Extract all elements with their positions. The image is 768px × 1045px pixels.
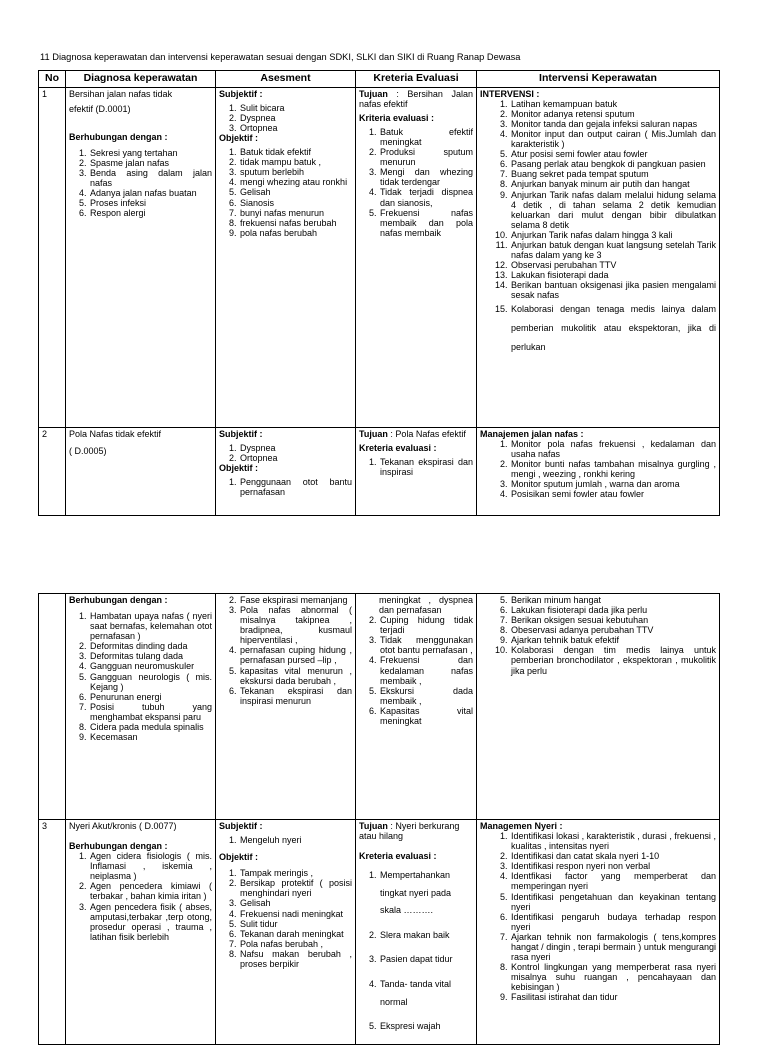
tujuan-label: Tujuan — [359, 428, 388, 439]
list-item: 6. Sianosis — [239, 198, 352, 208]
row-number — [39, 594, 66, 820]
list-item: 5. Atur posisi semi fowler atau fowler — [510, 149, 716, 159]
list-item: 11. Anjurkan batuk dengan kuat langsung setelah Tarik nafas dalam yang ke 3 — [510, 240, 716, 260]
table-row — [39, 594, 720, 820]
related-label: Berhubungan dengan : — [69, 841, 168, 852]
row-number: 2 — [39, 427, 66, 515]
list-item: 2. Deformitas dinding dada — [89, 641, 212, 651]
diagnosa-title: Pola Nafas tidak efektif — [69, 428, 162, 439]
objective-list — [219, 595, 352, 706]
list-item: 9. pola nafas berubah — [239, 228, 352, 238]
tujuan-text: : Pola Nafas efektif — [387, 428, 466, 439]
objective-list — [219, 868, 352, 969]
list-item: 5. Gelisah — [239, 187, 352, 197]
kriteria-cell — [356, 820, 477, 1045]
intervention-label: INTERVENSI : — [480, 88, 540, 99]
diagnosa-cell — [66, 594, 216, 820]
list-item: 4. Identfikasi factor yang memperberat dan memperingan nyeri — [510, 871, 716, 891]
related-label: Berhubungan dengan : — [69, 595, 168, 605]
list-item: 3. Pasien dapat tidur — [379, 951, 473, 969]
criteria-list — [359, 127, 473, 238]
list-item: 5. Frekuensi nafas membaik dan pola nafas membaik — [379, 208, 473, 238]
subjective-label: Subjektif : — [219, 88, 263, 99]
list-item: 1. Tampak meringis , — [239, 868, 352, 878]
list-item: 1. Mengeluh nyeri — [239, 835, 352, 845]
list-item: 1. Dyspnea — [239, 443, 352, 453]
intervention-label: Managemen Nyeri : — [480, 821, 563, 831]
list-item: 1. Mempertahankan tingkat nyeri pada skala ………. — [379, 867, 473, 920]
list-item: 9. Ajarkan tehnik batuk efektif — [510, 635, 716, 645]
related-list — [69, 611, 212, 742]
list-item: 1. Agen cidera fisiologis ( mis. Inflamasi , iskemia , neiplasma ) — [89, 851, 212, 881]
list-item: 12. Observasi perubahan TTV — [510, 260, 716, 270]
table-row — [39, 427, 720, 515]
header-asesment: Asesment — [216, 71, 356, 88]
list-item: 1. Sekresi yang tertahan — [89, 148, 212, 158]
list-item: 2. Cuping hidung tidak terjadi — [379, 615, 473, 635]
list-item: 3. Gelisah — [239, 898, 352, 908]
asesment-cell — [216, 820, 356, 1045]
related-list — [69, 851, 212, 942]
list-item: 1. Batuk tidak efektif — [239, 147, 352, 157]
list-item: 5. Ekspresi wajah — [379, 1018, 473, 1036]
list-item: 4. Posisikan semi fowler atau fowler — [510, 489, 716, 499]
tujuan-label: Tujuan — [359, 821, 388, 831]
criteria-list — [359, 457, 473, 477]
list-item: 1. Sulit bicara — [239, 103, 352, 113]
intervensi-cell — [477, 427, 720, 515]
intervention-list — [480, 439, 716, 499]
diagnosis-table-part-2 — [38, 593, 720, 1045]
list-item: 10. Kolaborasi dengan tim medis lainya untuk pemberian bronchodilator , ekspektoran , mukolitik jika perlu — [510, 645, 716, 675]
list-item: 5. Sulit tidur — [239, 919, 352, 929]
list-item: 6. Pasang perlak atau bengkok di pangkuan pasien — [510, 159, 716, 169]
list-item: 6. Penurunan energi — [89, 692, 212, 702]
list-item: 7. Pola nafas berubah , — [239, 939, 352, 949]
list-item: 3. Deformitas tulang dada — [89, 651, 212, 661]
tujuan-text: : Bersihan Jalan nafas efektif — [359, 88, 473, 109]
kriteria-cell — [356, 427, 477, 515]
list-item: 6. Tekanan ekspirasi dan inspirasi menurun — [239, 686, 352, 706]
list-item: 10. Anjurkan Tarik nafas dalam hingga 3 kali — [510, 230, 716, 240]
list-item: 4. mengi whezing atau ronkhi — [239, 177, 352, 187]
list-item: 4. Tidak terjadi dispnea dan sianosis, — [379, 187, 473, 207]
diagnosa-code: ( D.0005) — [69, 445, 107, 456]
list-item: 5. Berikan minum hangat — [510, 595, 716, 605]
header-no: No — [39, 71, 66, 88]
list-item: 13. Lakukan fisioterapi dada — [510, 270, 716, 280]
objective-list — [219, 147, 352, 238]
list-item: 9. Anjurkan Tarik nafas dalam melalui hidung selama 4 detik , di tahan selama 2 detik kemudian keluarkan dari mulut dengan bibir dibulatkan selama 8 detik — [510, 190, 716, 230]
list-item: 1. Hambatan upaya nafas ( nyeri saat bernafas, kelemahan otot pernafasan ) — [89, 611, 212, 641]
list-item: 5. Ekskursi dada membaik , — [379, 686, 473, 706]
list-item: 8. Cidera pada medula spinalis — [89, 722, 212, 732]
asesment-cell — [216, 87, 356, 427]
list-item: 4. Gangguan neuromuskuler — [89, 661, 212, 671]
tujuan-text: : Nyeri berkurang atau hilang — [359, 821, 460, 842]
intervention-label: Manajemen jalan nafas : — [480, 428, 584, 439]
header-diagnosa: Diagnosa keperawatan — [66, 71, 216, 88]
list-item: 6. Kapasitas vital meningkat — [379, 706, 473, 726]
intervensi-cell — [477, 87, 720, 427]
list-item: 8. frekuensi nafas berubah — [239, 218, 352, 228]
subjective-list — [219, 443, 352, 463]
list-item: 3. Ortopnea — [239, 123, 352, 133]
list-item: 4. Adanya jalan nafas buatan — [89, 188, 212, 198]
list-item: 5. kapasitas vital menurun , ekskursi dada berubah , — [239, 666, 352, 686]
table-row — [39, 87, 720, 427]
criteria-continuation: meningkat , dyspnea dan pernafasan — [379, 595, 473, 616]
header-intervensi: Intervensi Keperawatan — [477, 71, 720, 88]
asesment-cell — [216, 594, 356, 820]
list-item: 6. Tekanan darah meningkat — [239, 929, 352, 939]
diagnosa-cell — [66, 427, 216, 515]
list-item: 3. Identifikasi respon nyeri non verbal — [510, 861, 716, 871]
list-item: 2. Agen pencedera kimiawi ( terbakar , bahan kimia iritan ) — [89, 881, 212, 901]
list-item: 14. Berikan bantuan oksigenasi jika pasien mengalami sesak nafas — [510, 280, 716, 300]
kriteria-cell — [356, 87, 477, 427]
document-caption: 11 Diagnosa keperawatan dan intervensi keperawatan sesuai dengan SDKI, SLKI dan SIKI di Ruang Ranap Dewasa — [40, 52, 521, 62]
intervention-list — [480, 595, 716, 676]
list-item: 4. pernafasan cuping hidung , pernafasan pursed –lip , — [239, 645, 352, 665]
intervention-list — [480, 831, 716, 1002]
list-item: 9. Kecemasan — [89, 732, 212, 742]
list-item: 3. Monitor tanda dan gejala infeksi saluran napas — [510, 119, 716, 129]
subjective-list — [219, 835, 352, 845]
row-number: 1 — [39, 87, 66, 427]
tujuan-label: Tujuan — [359, 88, 388, 99]
subjective-list — [219, 103, 352, 133]
subjective-label: Subjektif : — [219, 821, 263, 831]
list-item: 2. Ortopnea — [239, 453, 352, 463]
list-item: 1. Penggunaan otot bantu pernafasan — [239, 477, 352, 497]
list-item: 2. Slera makan baik — [379, 927, 473, 945]
list-item: 2. Monitor adanya retensi sputum — [510, 109, 716, 119]
list-item: 7. Ajarkan tehnik non farmakologis ( tens,kompres hangat / dingin , terapi bermain ) untuk mengurangi rasa nyeri — [510, 932, 716, 962]
list-item: 15. Kolaborasi dengan tenaga medis lainya dalam pemberian mukolitik atau ekspektoran, jika di perlukan — [510, 300, 716, 357]
list-item: 8. Anjurkan banyak minum air putih dan hangat — [510, 179, 716, 189]
asesment-cell — [216, 427, 356, 515]
list-item: 2. Identifikasi dan catat skala nyeri 1-10 — [510, 851, 716, 861]
list-item: 7. bunyi nafas menurun — [239, 208, 352, 218]
criteria-list — [359, 867, 473, 1035]
list-item: 1. Tekanan ekspirasi dan inspirasi — [379, 457, 473, 477]
list-item: 7. Buang sekret pada tempat sputum — [510, 169, 716, 179]
objective-label: Objektif : — [219, 852, 259, 863]
objective-label: Objektif : — [219, 462, 259, 473]
list-item: 2. Fase ekspirasi memanjang — [239, 595, 352, 605]
list-item: 2. Spasme jalan nafas — [89, 158, 212, 168]
list-item: 1. Monitor pola nafas frekuensi , kedalaman dan usaha nafas — [510, 439, 716, 459]
list-item: 7. Berikan oksigen sesuai kebutuhan — [510, 615, 716, 625]
list-item: 5. Gangguan neurologis ( mis. Kejang ) — [89, 672, 212, 692]
list-item: 3. sputum berlebih — [239, 167, 352, 177]
intervention-list — [480, 99, 716, 357]
diagnosa-cell — [66, 87, 216, 427]
list-item: 3. Tidak menggunakan otot bantu pernafasan , — [379, 635, 473, 655]
list-item: 9. Fasilitasi istirahat dan tidur — [510, 992, 716, 1002]
list-item: 7. Posisi tubuh yang menghambat ekspansi paru — [89, 702, 212, 722]
list-item: 2. tidak mampu batuk , — [239, 157, 352, 167]
criteria-list — [359, 615, 473, 726]
objective-list — [219, 477, 352, 497]
list-item: 3. Pola nafas abnormal ( misalnya takipnea , bradipnea, kusmaul hiperventilasi , — [239, 605, 352, 645]
list-item: 6. Respon alergi — [89, 208, 212, 218]
list-item: 2. Monitor bunti nafas tambahan misalnya gurgling , mengi , weezing , ronkhi kering — [510, 459, 716, 479]
objective-label: Objektif : — [219, 133, 259, 144]
list-item: 5. Proses infeksi — [89, 198, 212, 208]
list-item: 8. Obeservasi adanya perubahan TTV — [510, 625, 716, 635]
list-item: 2. Dyspnea — [239, 113, 352, 123]
criteria-label: Kriteria evaluasi : — [359, 112, 435, 123]
list-item: 1. Identifikasi lokasi , karakteristik , durasi , frekuensi , kualitas , intensitas nyeri — [510, 831, 716, 851]
intervensi-cell — [477, 820, 720, 1045]
list-item: 4. Monitor input dan output cairan ( Mis.Jumlah dan karakteristik ) — [510, 129, 716, 149]
table-row — [39, 820, 720, 1045]
list-item: 3. Agen pencedera fisik ( abses, amputasi,terbakar ,terp otong, prosedur operasi , trauma , latihan fisik berlebih — [89, 902, 212, 942]
list-item: 4. Frekuensi nadi meningkat — [239, 909, 352, 919]
list-item: 8. Nafsu makan berubah , proses berpikir — [239, 949, 352, 969]
table-header-row — [39, 71, 720, 88]
list-item: 2. Bersikap protektif ( posisi menghindari nyeri — [239, 878, 352, 898]
diagnosa-title: Bersihan jalan nafas tidak — [69, 88, 173, 99]
list-item: 6. Identifikasi pengaruh budaya terhadap respon nyeri — [510, 912, 716, 932]
diagnosa-code: efektif (D.0001) — [69, 103, 131, 114]
list-item: 2. Produksi sputum menurun — [379, 147, 473, 167]
list-item: 4. Tanda- tanda vital normal — [379, 976, 473, 1011]
row-number: 3 — [39, 820, 66, 1045]
related-label: Berhubungan dengan : — [69, 131, 168, 142]
list-item: 3. Monitor sputum jumlah , warna dan aroma — [510, 479, 716, 489]
related-list — [69, 148, 212, 219]
diagnosis-table-part-1 — [38, 70, 720, 516]
header-kriteria: Kreteria Evaluasi — [356, 71, 477, 88]
list-item: 3. Benda asing dalam jalan nafas — [89, 168, 212, 188]
list-item: 5. Identifikasi pengetahuan dan keyakinan tentang nyeri — [510, 892, 716, 912]
list-item: 6. Lakukan fisioterapi dada jika perlu — [510, 605, 716, 615]
kriteria-cell — [356, 594, 477, 820]
list-item: 3. Mengi dan whezing tidak terdengar — [379, 167, 473, 187]
criteria-label: Kreteria evaluasi : — [359, 442, 437, 453]
diagnosa-title: Nyeri Akut/kronis ( D.0077) — [69, 821, 177, 831]
subjective-label: Subjektif : — [219, 428, 263, 439]
intervensi-cell — [477, 594, 720, 820]
list-item: 8. Kontrol lingkungan yang memperberat rasa nyeri misalnya suhu ruangan , pencahayaan dan kebisingan ) — [510, 962, 716, 992]
list-item: 1. Latihan kemampuan batuk — [510, 99, 716, 109]
criteria-label: Kreteria evaluasi : — [359, 851, 437, 862]
list-item: 4. Frekuensi dan kedalaman nafas membaik , — [379, 655, 473, 685]
list-item: 1. Batuk efektif meningkat — [379, 127, 473, 147]
diagnosa-cell — [66, 820, 216, 1045]
